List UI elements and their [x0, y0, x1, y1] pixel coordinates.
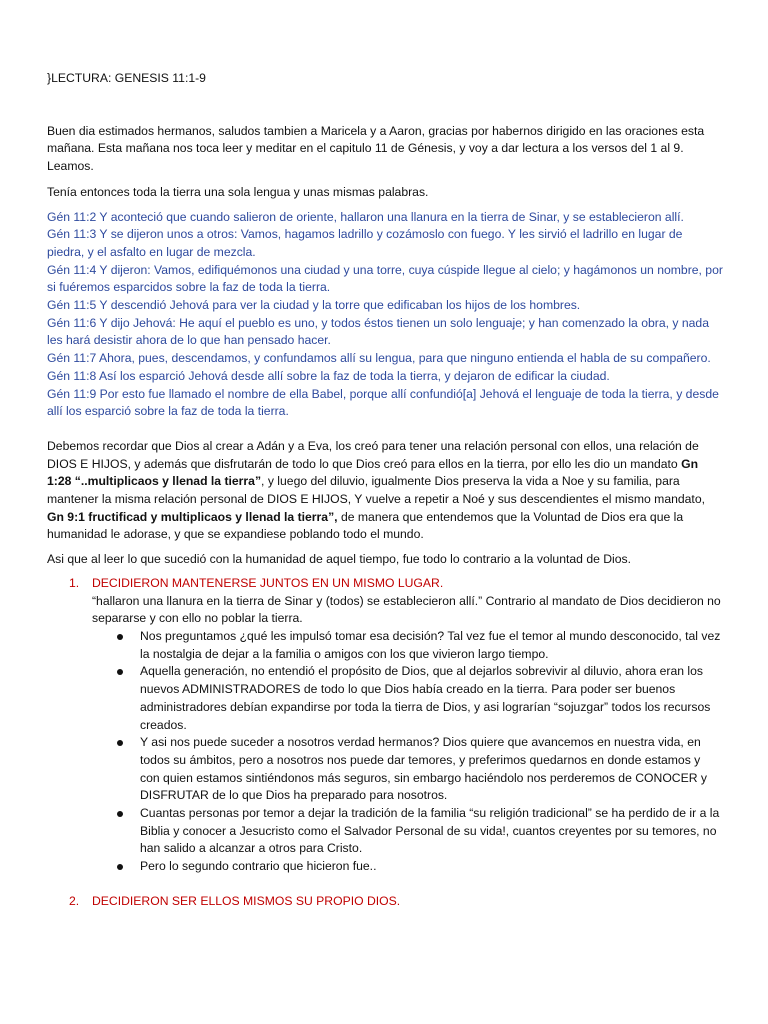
bullet-text: Cuantas personas por temor a dejar la tradición de la familia “su religión tradicional” se ha perdido de ir a la Biblia y conocer a Jesucristo como el Salvador Personal de su vida!, cuantos creyentes por su temores, no han salido a alcanzar a otros para Cristo. — [140, 806, 720, 856]
bullet-icon — [117, 634, 123, 640]
verse-item: Gén 11:3 Y se dijeron unos a otros: Vamos, hagamos ladrillo y cozámoslo con fuego. Y les sirvió el ladrillo en lugar de piedra, y el asfalto en lugar de mezcla. — [47, 227, 683, 259]
bullet-icon — [117, 811, 123, 817]
lead-verse: Tenía entonces toda la tierra una sola lengua y unas mismas palabras. — [47, 184, 429, 199]
bullet-icon — [117, 864, 123, 870]
bullet-item — [92, 805, 723, 858]
bible-reference: Gn 9:1 fructificad y multiplicaos y llenad la tierra”, — [47, 509, 338, 524]
document-page — [47, 70, 723, 911]
bullet-icon — [117, 740, 123, 746]
verse-list — [47, 209, 723, 421]
verse-item: Gén 11:6 Y dijo Jehová: He aquí el pueblo es uno, y todos éstos tienen un solo lenguaje; y han comenzado la obra, y nada les hará desistir ahora de lo que han pensado hacer. — [47, 315, 709, 348]
bullet-item — [92, 734, 723, 805]
verse-item: Gén 11:4 Y dijeron: Vamos, edifiquémonos una ciudad y una torre, cuya cúspide llegue al cielo; y hagámonos un nombre, por si fuéremos esparcidos sobre la faz de toda la tierra. — [47, 262, 723, 295]
bullet-item — [92, 858, 723, 876]
point-item — [47, 893, 723, 911]
bullet-text: Y asi nos puede suceder a nosotros verdad hermanos? Dios quiere que avancemos en nuestra vida, en todos su ámbitos, pero a nosotros nos puede dar temores, y preferimos quedarnos en donde estamos y con quien estamos sintiéndonos más seguros, sin embargo haciéndolo nos perderemos de CONOCER y DISFRUTAR de lo que Dios ha preparado para nosotros. — [140, 735, 708, 803]
point-text: “hallaron una llanura en la tierra de Sinar y (todos) se establecieron allí.” Contrario al mandato de Dios decidieron no separarse y con ello no poblar la tierra. — [92, 593, 721, 626]
bullet-item — [92, 628, 723, 663]
point-title: DECIDIERON MANTENERSE JUNTOS EN UN MISMO LUGAR. — [92, 575, 444, 590]
verse-item: Gén 11:9 Por esto fue llamado el nombre de ella Babel, porque allí confundió[a] Jehová el lenguaje de toda la tierra, y desde allí los esparció sobre la faz de toda la tierra. — [47, 386, 719, 419]
bible-reference: Gn 1:28 “..multiplicaos y llenad la tierra” — [47, 456, 699, 489]
bullet-text: Aquella generación, no entendió el propósito de Dios, que al dejarlos sobrevivir al diluvio, ahora eran los nuevos ADMINISTRADORES de todo lo que Dios había creado en la tierra. Para poder ser buenos administradores debían expandirse por toda la tierra de Dios, y asi lograrían “sojuzgar” todos los recursos creados. — [140, 664, 711, 732]
point-number: 2. — [69, 893, 80, 908]
transition-paragraph: Asi que al leer lo que sucedió con la humanidad de aquel tiempo, fue todo lo contrario a la voluntad de Dios. — [47, 552, 632, 567]
point-title: DECIDIERON SER ELLOS MISMOS SU PROPIO DIOS. — [92, 893, 401, 908]
bullet-text: Pero lo segundo contrario que hicieron fue.. — [140, 859, 377, 874]
paragraph-text: de manera que entendemos que la Voluntad de Dios era que la humanidad le adorase, y que se expandiese poblando todo el mundo. — [47, 509, 684, 542]
point-number: 1. — [69, 575, 80, 590]
bullet-text: Nos preguntamos ¿qué les impulsó tomar esa decisión? Tal vez fue el temor al mundo desconocido, tal vez la nostalgia de dejar a la familia o amigos con los que vivieron largo tiempo. — [140, 628, 721, 661]
verse-item: Gén 11:8 Así los esparció Jehová desde allí sobre la faz de toda la tierra, y dejaron de edificar la ciudad. — [47, 368, 610, 383]
paragraph-text: Debemos recordar que Dios al crear a Adán y a Eva, los creó para tener una relación personal con ellos, una relación de DIOS E HIJOS, y además que disfrutarán de todo lo que Dios creó para ellos en la tierra, por ello les dio un mandato — [47, 438, 699, 471]
bullet-item — [92, 663, 723, 734]
paragraph-text: , y luego del diluvio, igualmente Dios preserva la vida a Noe y su familia, para mantener la misma relación personal de DIOS E HIJOS, Y vuelve a repetir a Noé y sus descendientes el mismo mandato, — [47, 474, 705, 507]
bullet-list — [92, 628, 723, 876]
intro-paragraph: Buen dia estimados hermanos, saludos tambien a Maricela y a Aaron, gracias por habernos dirigido en las oraciones esta mañana. Esta mañana nos toca leer y meditar en el capitulo 11 de Génesis, y voy a dar lectura a los versos del 1 al 9. Leamos. — [47, 123, 705, 174]
bullet-icon — [117, 669, 123, 675]
verse-item: Gén 11:2 Y aconteció que cuando salieron de oriente, hallaron una llanura en la tierra de Sinar, y se establecieron allí. — [47, 209, 684, 224]
verse-item: Gén 11:7 Ahora, pues, descendamos, y confundamos allí su lengua, para que ninguno entienda el habla de su compañero. — [47, 351, 711, 366]
reading-title: }LECTURA: GENESIS 11:1-9 — [47, 71, 206, 85]
verse-item: Gén 11:5 Y descendió Jehová para ver la ciudad y la torre que edificaban los hijos de los hombres. — [47, 298, 581, 313]
reflection-paragraph — [47, 438, 723, 544]
point-item — [47, 575, 723, 876]
